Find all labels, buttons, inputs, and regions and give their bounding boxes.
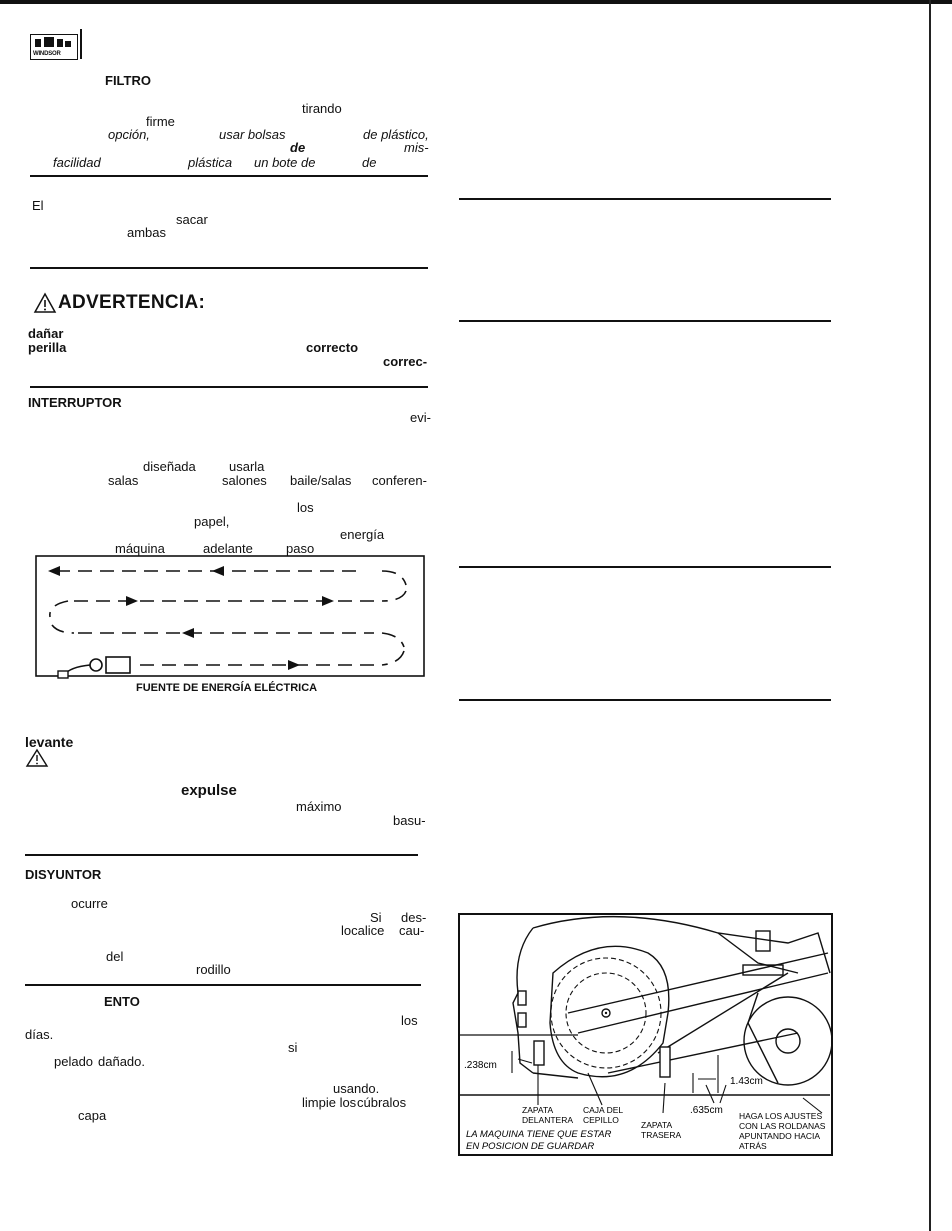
filter-word: usar bolsas	[219, 127, 286, 142]
rear-shoe-label: ZAPATA	[641, 1120, 673, 1130]
page-top-border	[0, 0, 952, 4]
warning-triangle-icon	[33, 292, 57, 314]
brush-box-label: CEPILLO	[583, 1115, 619, 1125]
logo-divider	[80, 29, 82, 59]
lift-word: expulse	[181, 782, 237, 799]
adjust-note: HAGA LOS AJUSTES	[739, 1111, 823, 1121]
filter-word: opción,	[108, 127, 150, 142]
filter-word: firme	[146, 114, 175, 129]
front-shoe-label: ZAPATA	[522, 1105, 554, 1115]
arrow-left-icon	[48, 566, 60, 576]
logo-bar	[57, 39, 63, 47]
switch-word: papel,	[194, 514, 230, 529]
maintenance-heading: ENTO	[104, 994, 140, 1009]
body-word: ambas	[127, 225, 167, 240]
maintenance-word: capa	[78, 1108, 107, 1123]
adjust-note: APUNTANDO HACIA	[739, 1131, 821, 1141]
breaker-word: ocurre	[71, 896, 108, 911]
breaker-word: Si	[370, 910, 382, 925]
switch-word: salas	[108, 473, 139, 488]
adjust-note: CON LAS ROLDANAS	[739, 1121, 826, 1131]
windsor-logo	[30, 34, 78, 60]
section-divider	[30, 175, 428, 177]
lift-word: levante	[25, 734, 74, 750]
switch-word: paso	[286, 541, 315, 556]
maintenance-word: pelado	[54, 1054, 94, 1069]
machine-icon	[106, 657, 130, 673]
measure-label: .635cm	[690, 1105, 723, 1116]
section-divider	[459, 198, 831, 200]
maintenance-word: si	[288, 1040, 298, 1055]
arrow-left-icon	[182, 628, 194, 638]
maintenance-word: días.	[25, 1027, 54, 1042]
warning-triangle-icon	[25, 748, 49, 768]
brush-adjustment-diagram	[458, 913, 833, 1156]
filter-word: de plástico,	[363, 127, 429, 142]
position-caption: EN POSICION DE GUARDAR	[466, 1141, 595, 1152]
breaker-heading: DISYUNTOR	[25, 867, 102, 882]
warning-word: correc-	[383, 354, 428, 369]
warning-word: correcto	[306, 340, 359, 355]
switch-word: máquina	[115, 541, 165, 556]
section-divider	[459, 320, 831, 322]
rear-shoe-label: TRASERA	[641, 1130, 682, 1140]
warning-word: dañar	[28, 326, 64, 341]
filter-word: un bote de	[254, 155, 316, 170]
arrow-left-icon	[212, 566, 224, 576]
filter-word: facilidad	[53, 155, 101, 170]
measure-label: .238cm	[464, 1060, 497, 1071]
switch-word: adelante	[203, 541, 253, 556]
power-outlet-icon	[58, 671, 68, 678]
body-word: El	[32, 198, 44, 213]
adjust-note: ATRÁS	[739, 1141, 767, 1151]
position-caption: LA MAQUINA TIENE QUE ESTAR	[466, 1129, 612, 1140]
arrow-right-icon	[288, 660, 300, 670]
breaker-word: del	[106, 949, 124, 964]
switch-word: usarla	[229, 459, 265, 474]
lift-word: máximo	[296, 799, 342, 814]
filter-word: tirando	[302, 101, 342, 116]
logo-bar	[65, 41, 71, 47]
section-divider	[459, 699, 831, 701]
page-right-border	[929, 0, 931, 1231]
section-divider	[30, 386, 428, 388]
switch-word: conferen-	[372, 473, 427, 488]
switch-word: energía	[340, 527, 385, 542]
switch-word: baile/salas	[290, 473, 352, 488]
logo-bar	[35, 39, 41, 47]
filter-word: de	[362, 155, 377, 170]
warning-word: perilla	[28, 340, 67, 355]
breaker-word: rodillo	[196, 962, 231, 977]
front-shoe	[534, 1041, 544, 1065]
switch-word: los	[297, 500, 314, 515]
section-divider	[30, 267, 428, 269]
switch-word: salones	[222, 473, 267, 488]
filter-word: mis-	[404, 140, 429, 155]
maintenance-word: cúbralos	[357, 1095, 407, 1110]
filter-heading: FILTRO	[105, 73, 151, 88]
maintenance-word: limpie los	[302, 1095, 357, 1110]
maintenance-word: los	[401, 1013, 418, 1028]
arrow-right-icon	[126, 596, 138, 606]
lift-word: basu-	[393, 813, 426, 828]
switch-word: diseñada	[143, 459, 196, 474]
machine-wheel-icon	[90, 659, 102, 671]
switch-heading: INTERRUPTOR	[28, 395, 122, 410]
brush-box-label: CAJA DEL	[583, 1105, 624, 1115]
section-divider	[25, 984, 421, 986]
rear-shoe	[660, 1047, 670, 1077]
section-divider	[25, 854, 418, 856]
filter-word: de	[290, 140, 306, 155]
switch-word: evi-	[410, 410, 431, 425]
logo-text: WINDSOR	[33, 51, 61, 57]
logo-bar	[44, 37, 54, 47]
cleaning-path-diagram	[34, 555, 426, 679]
warning-title: ADVERTENCIA:	[58, 292, 206, 313]
measure-label: 1.43cm	[730, 1076, 763, 1087]
body-word: sacar	[176, 212, 208, 227]
maintenance-word: usando.	[333, 1081, 380, 1096]
arrow-right-icon	[322, 596, 334, 606]
section-divider	[459, 566, 831, 568]
power-source-caption: FUENTE DE ENERGÍA ELÉCTRICA	[136, 682, 318, 694]
maintenance-word: dañado.	[98, 1054, 145, 1069]
breaker-word: cau-	[399, 923, 425, 938]
filter-word: plástica	[188, 155, 233, 170]
breaker-word: localice	[341, 923, 385, 938]
front-shoe-label: DELANTERA	[522, 1115, 574, 1125]
breaker-word: des-	[401, 910, 427, 925]
